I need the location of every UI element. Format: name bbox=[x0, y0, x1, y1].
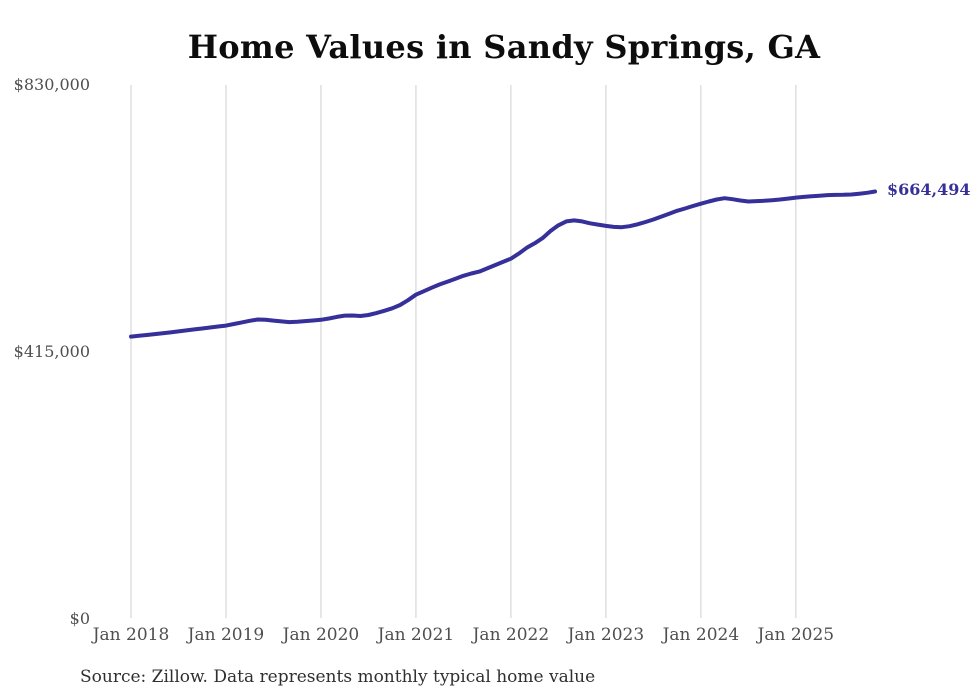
latest-value-label: $664,494 bbox=[887, 180, 971, 199]
x-tick-label: Jan 2019 bbox=[187, 625, 265, 645]
x-tick-label: Jan 2022 bbox=[472, 625, 550, 645]
gridlines bbox=[131, 85, 796, 618]
chart-title: Home Values in Sandy Springs, GA bbox=[187, 28, 821, 66]
x-tick-label: Jan 2024 bbox=[662, 625, 740, 645]
x-tick-label: Jan 2025 bbox=[757, 625, 835, 645]
x-tick-label: Jan 2020 bbox=[282, 625, 360, 645]
home-value-line bbox=[131, 192, 875, 337]
y-tick-label: $830,000 bbox=[13, 75, 90, 94]
y-tick-label: $415,000 bbox=[13, 342, 90, 361]
x-tick-label: Jan 2023 bbox=[567, 625, 645, 645]
source-note: Source: Zillow. Data represents monthly typical home value bbox=[80, 667, 596, 687]
x-tick-label: Jan 2018 bbox=[92, 625, 170, 645]
x-tick-label: Jan 2021 bbox=[377, 625, 455, 645]
y-tick-label: $0 bbox=[69, 609, 90, 628]
